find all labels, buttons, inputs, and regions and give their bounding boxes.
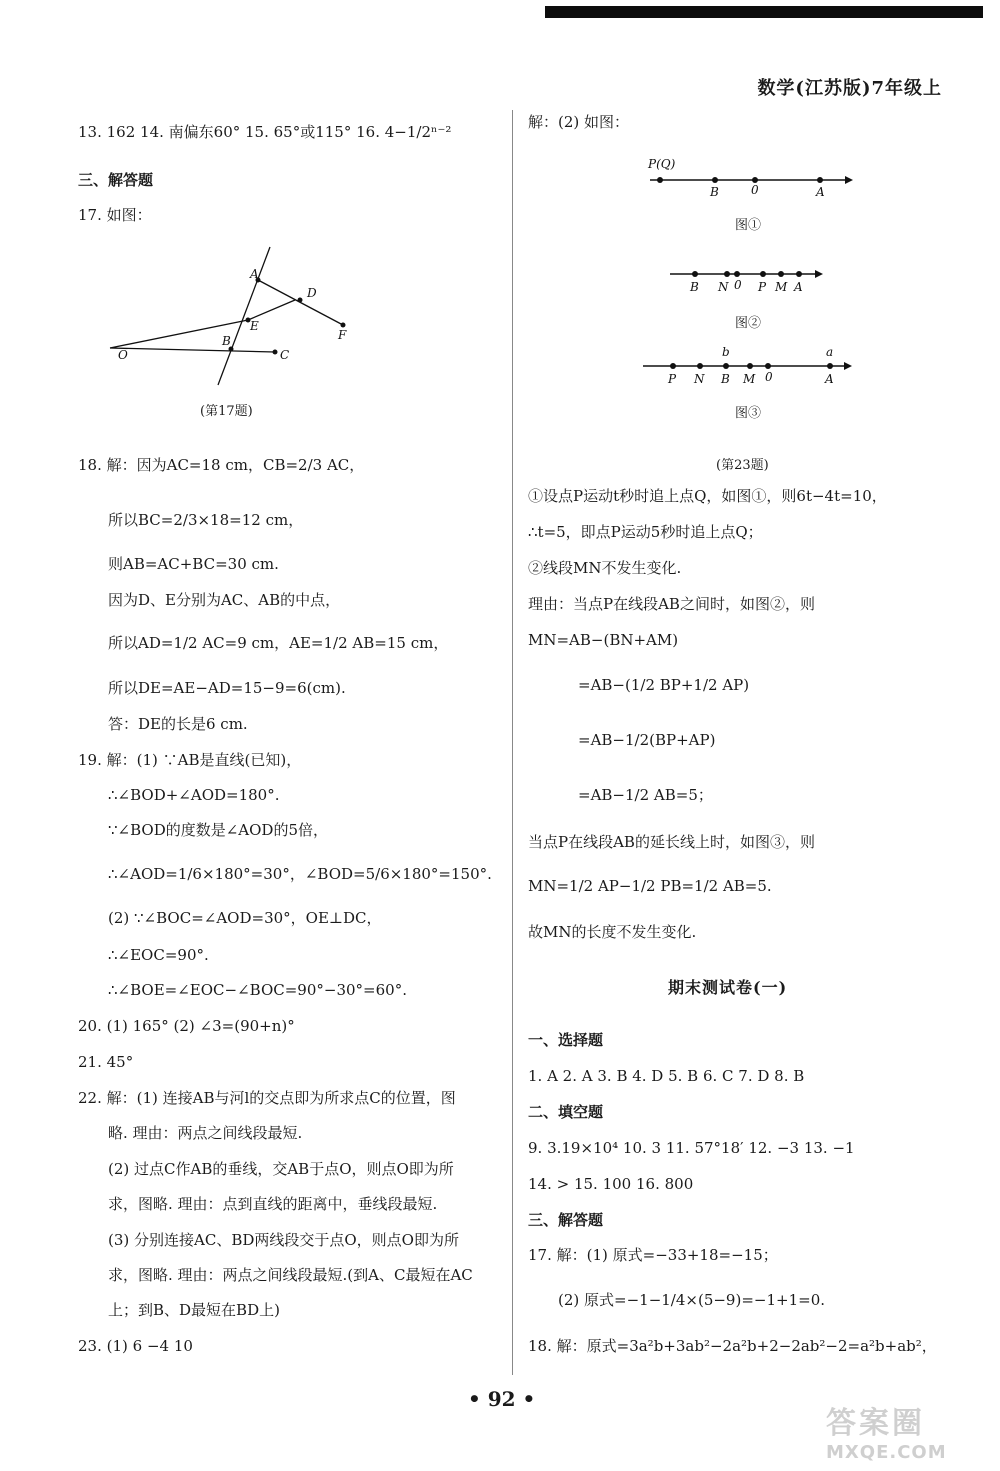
fig2-label-N: N (718, 280, 729, 294)
column-divider (512, 110, 513, 1375)
section-solve: 三、解答题 (528, 1211, 604, 1229)
a17-line1: 17. 解：(1) 原式=−33+18=−15； (528, 1246, 778, 1264)
watermark (826, 1398, 976, 1462)
r-line9: =AB−1/2 AB=5； (578, 786, 713, 804)
figure-17 (100, 235, 360, 395)
r-line11: MN=1/2 AP−1/2 PB=1/2 AB=5. (528, 877, 772, 895)
q22-line3: (2) 过点C作AB的垂线，交AB于点O，则点O即为所 (108, 1160, 454, 1178)
q19-line5: (2) ∵∠BOC=∠AOD=30°，OE⊥DC， (108, 909, 382, 927)
q19-line7: ∴∠BOE=∠EOC−∠BOC=90°−30°=60°. (108, 981, 407, 999)
fig3-label-a: a (826, 345, 834, 359)
answers-9-13: 9. 3.19×10⁴ 10. 3 11. 57°18′ 12. −3 13. −1 (528, 1139, 855, 1157)
fig1-label-A: A (816, 185, 825, 199)
q23-part2-intro: 解：(2) 如图： (528, 113, 630, 131)
q22-line7: 上；到B、D最短在BD上) (108, 1301, 280, 1319)
fig17-caption: (第17题) (200, 404, 253, 419)
q22-line5: (3) 分别连接AC、BD两线段交于点O，则点O即为所 (108, 1231, 459, 1249)
answers-14-16: 14. > 15. 100 16. 800 (528, 1175, 694, 1193)
top-bar (545, 6, 983, 18)
label-B: B (222, 334, 231, 348)
exam-title: 期末测试卷(一) (668, 978, 788, 997)
fig3-label-b: b (722, 345, 730, 359)
a18-line1: 18. 解：原式=3a²b+3ab²−2a²b+2−2ab²−2=a²b+ab²， (528, 1337, 937, 1355)
fig3-caption: 图③ (735, 406, 762, 421)
q18-line5: 所以AD=1/2 AC=9 cm，AE=1/2 AB=15 cm， (108, 634, 449, 652)
fig1-caption: 图① (735, 218, 762, 233)
r-line3: ∴t=5，即点P运动5秒时追上点Q； (528, 523, 763, 541)
label-O: O (118, 348, 128, 362)
fig2-label-0: 0 (734, 278, 742, 292)
q21: 21. 45° (78, 1053, 134, 1071)
answers-1-8: 1. A 2. A 3. B 4. D 5. B 6. C 7. D 8. B (528, 1067, 805, 1085)
line-AF (258, 280, 343, 325)
r-line5: 理由：当点P在线段AB之间时，如图②，则 (528, 595, 815, 613)
fig3-label-B: B (721, 372, 730, 386)
a17-line2: (2) 原式=−1−1/4×(5−9)=−1+1=0. (558, 1291, 826, 1309)
figure-23-3 (638, 342, 868, 390)
fig2-label-M: M (775, 280, 788, 294)
r-line2: ①设点P运动t秒时追上点Q，如图①，则6t−4t=10， (528, 487, 887, 505)
page-header: 数学(江苏版)7年级上 (757, 78, 942, 99)
q19-line2: ∴∠BOD+∠AOD=180°. (108, 786, 280, 804)
q22-line2: 略. 理由：两点之间线段最短. (108, 1124, 303, 1142)
section-choice: 一、选择题 (528, 1031, 604, 1049)
r-line4: ②线段MN不发生变化. (528, 559, 682, 577)
q22-line1: 22. 解：(1) 连接AB与河l的交点即为所求点C的位置，图 (78, 1089, 456, 1107)
fig3-label-A: A (825, 372, 834, 386)
fig3-label-N: N (694, 372, 705, 386)
r-line6: MN=AB−(BN+AM) (528, 631, 679, 649)
r-line10: 当点P在线段AB的延长线上时，如图③，则 (528, 833, 815, 851)
q20: 20. (1) 165° (2) ∠3=(90+n)° (78, 1017, 295, 1035)
line-AB (218, 247, 270, 385)
fig2-label-A: A (794, 280, 803, 294)
page-number: • 92 • (468, 1387, 536, 1411)
q17-text: 17. 如图： (78, 206, 152, 224)
q18-line7: 答：DE的长是6 cm. (108, 715, 248, 733)
label-A: A (250, 267, 259, 281)
fig1-label-0: 0 (751, 183, 759, 197)
fig3-label-P: P (668, 372, 677, 386)
q23: 23. (1) 6 −4 10 (78, 1337, 193, 1355)
section-fill: 二、填空题 (528, 1103, 604, 1121)
figure-23-2 (665, 262, 845, 302)
q22-line4: 求，图略. 理由：点到直线的距离中，垂线段最短. (108, 1195, 438, 1213)
watermark-line1: 答案圈 (826, 1406, 925, 1441)
fig23-caption: (第23题) (716, 458, 769, 473)
label-C: C (280, 348, 290, 362)
q18-line4: 因为D、E分别为AC、AB的中点， (108, 591, 341, 609)
fig3-label-0: 0 (765, 370, 773, 384)
q18-line6: 所以DE=AE−AD=15−9=6(cm). (108, 679, 346, 697)
q19-line6: ∴∠EOC=90°. (108, 946, 209, 964)
answers-13-16: 13. 162 14. 南偏东60° 15. 65°或115° 16. 4−1/2ⁿ⁻² (78, 123, 452, 141)
fig2-label-B: B (690, 280, 699, 294)
watermark-line2: MXQE.COM (826, 1442, 947, 1463)
q18-line1: 18. 解：因为AC=18 cm，CB=2/3 AC， (78, 456, 365, 474)
label-F: F (338, 328, 347, 342)
q19-line3: ∵∠BOD的度数是∠AOD的5倍， (108, 821, 329, 839)
section-heading-3: 三、解答题 (78, 171, 154, 189)
fig2-caption: 图② (735, 316, 762, 331)
label-D: D (307, 286, 317, 300)
q18-line2: 所以BC=2/3×18=12 cm， (108, 511, 304, 529)
fig1-label-PQ: P(Q) (648, 157, 676, 171)
q19-line4: ∴∠AOD=1/6×180°=30°，∠BOD=5/6×180°=150°. (108, 865, 492, 883)
q19-line1: 19. 解：(1) ∵AB是直线(已知)， (78, 751, 302, 769)
fig1-label-B: B (710, 185, 719, 199)
r-line8: =AB−1/2(BP+AP) (578, 731, 716, 749)
fig2-label-P: P (758, 280, 767, 294)
q22-line6: 求，图略. 理由：两点之间线段最短.(到A、C最短在AC (108, 1266, 473, 1284)
fig3-label-M: M (743, 372, 756, 386)
r-line7: =AB−(1/2 BP+1/2 AP) (578, 676, 750, 694)
label-E: E (250, 319, 259, 333)
q18-line3: 则AB=AC+BC=30 cm. (108, 555, 279, 573)
figure-23-1 (640, 150, 860, 200)
r-line12: 故MN的长度不发生变化. (528, 923, 697, 941)
ray-OC (110, 348, 275, 352)
